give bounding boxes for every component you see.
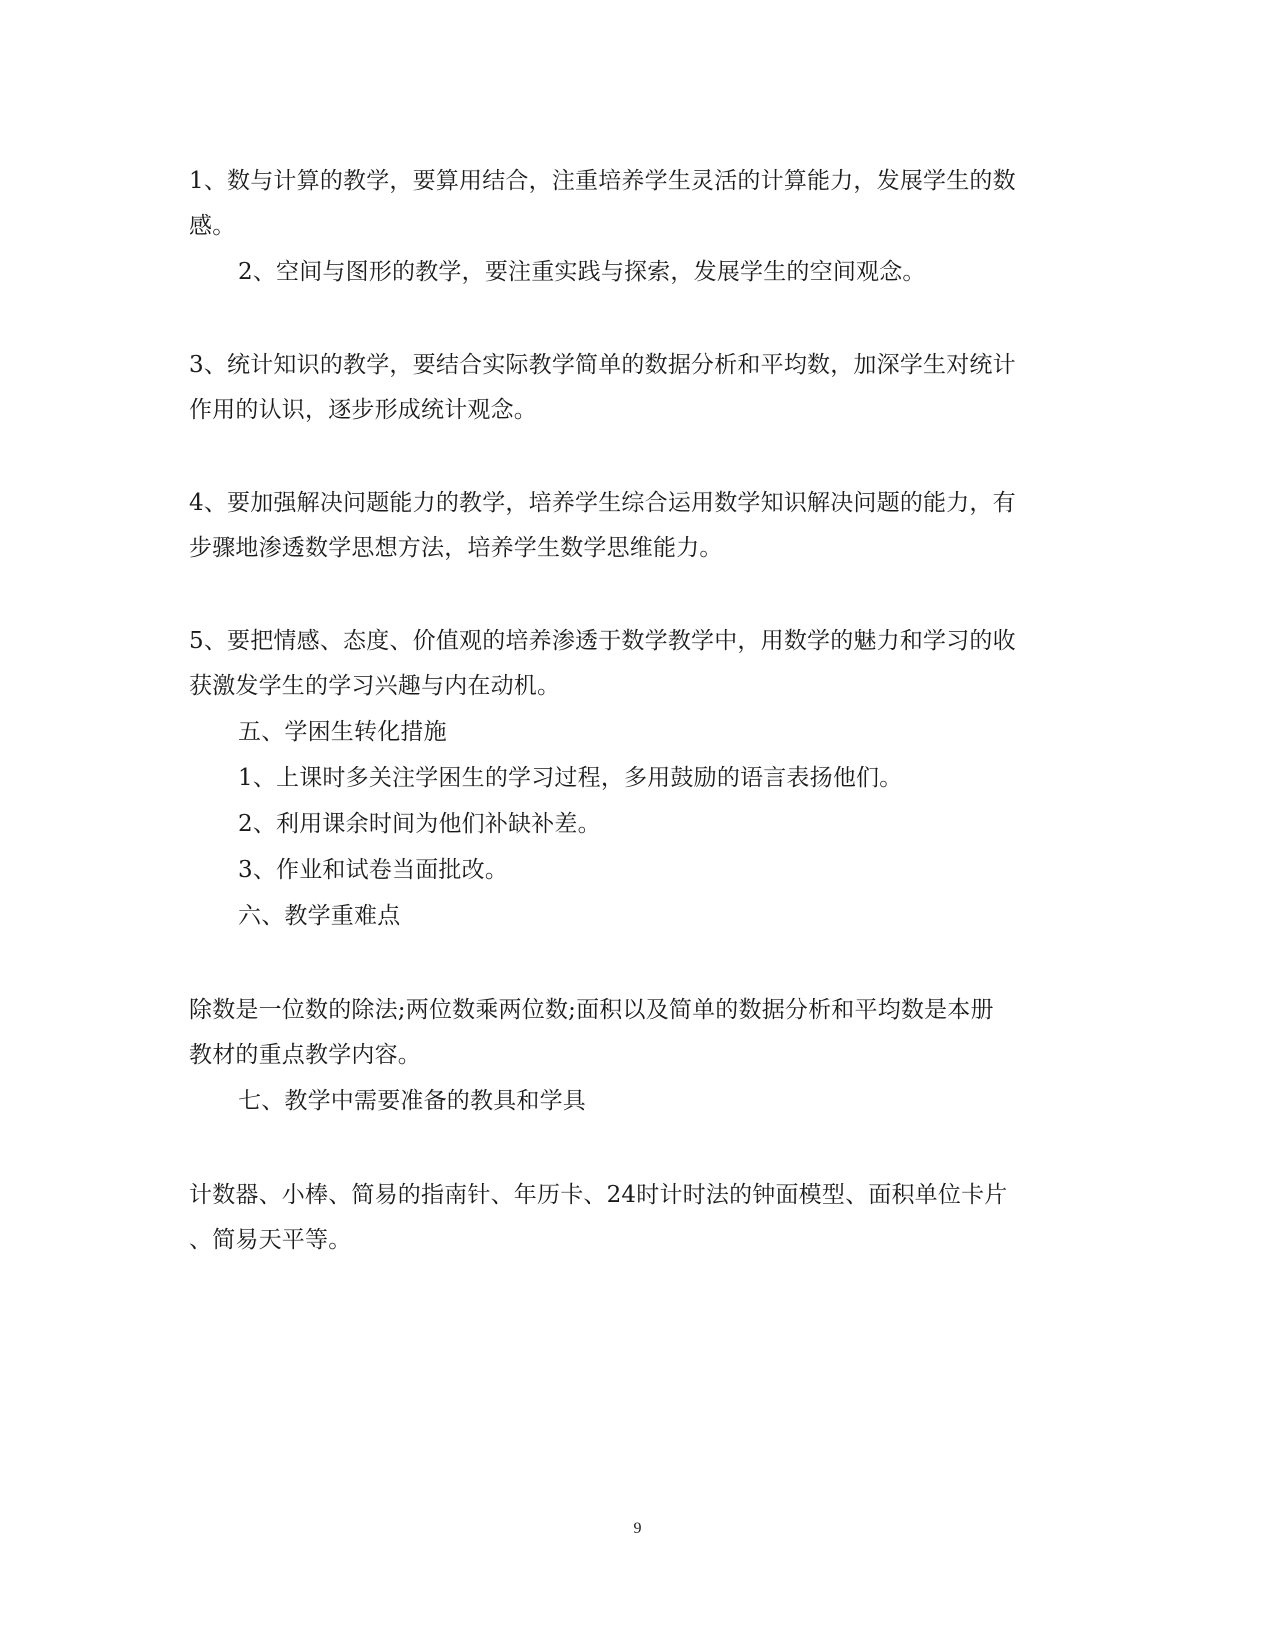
paragraph-5-line-2: 获激发学生的学习兴趣与内在动机。 xyxy=(189,673,561,699)
paragraph-1-line-2: 感。 xyxy=(189,213,236,239)
teaching-tools-line-1: 计数器、小棒、简易的指南针、年历卡、24时计时法的钟面模型、面积单位卡片 xyxy=(189,1182,1008,1208)
teaching-tools-line-2: 、简易天平等。 xyxy=(189,1227,352,1253)
measure-item-3: 3、作业和试卷当面批改。 xyxy=(238,857,509,883)
paragraph-4-line-2: 步骤地渗透数学思想方法，培养学生数学思维能力。 xyxy=(189,535,723,561)
paragraph-5-line-1: 5、要把情感、态度、价值观的培养渗透于数学教学中，用数学的魅力和学习的收 xyxy=(189,628,1016,654)
section-heading-7: 七、教学中需要准备的教具和学具 xyxy=(238,1088,586,1114)
key-points-line-2: 教材的重点教学内容。 xyxy=(189,1042,421,1068)
page-number: 9 xyxy=(633,1520,642,1537)
measure-item-1: 1、上课时多关注学困生的学习过程，多用鼓励的语言表扬他们。 xyxy=(238,765,903,791)
paragraph-2-line-1: 2、空间与图形的教学，要注重实践与探索，发展学生的空间观念。 xyxy=(238,259,926,285)
section-heading-5: 五、学困生转化措施 xyxy=(238,719,447,745)
measure-item-2: 2、利用课余时间为他们补缺补差。 xyxy=(238,811,601,837)
paragraph-1-line-1: 1、数与计算的教学，要算用结合，注重培养学生灵活的计算能力，发展学生的数 xyxy=(189,168,1016,194)
section-heading-6: 六、教学重难点 xyxy=(238,903,401,929)
paragraph-4-line-1: 4、要加强解决问题能力的教学，培养学生综合运用数学知识解决问题的能力，有 xyxy=(189,490,1016,516)
paragraph-3-line-2: 作用的认识，逐步形成统计观念。 xyxy=(189,397,537,423)
paragraph-3-line-1: 3、统计知识的教学，要结合实际教学简单的数据分析和平均数，加深学生对统计 xyxy=(189,352,1016,378)
key-points-line-1: 除数是一位数的除法;两位数乘两位数;面积以及简单的数据分析和平均数是本册 xyxy=(189,997,994,1023)
